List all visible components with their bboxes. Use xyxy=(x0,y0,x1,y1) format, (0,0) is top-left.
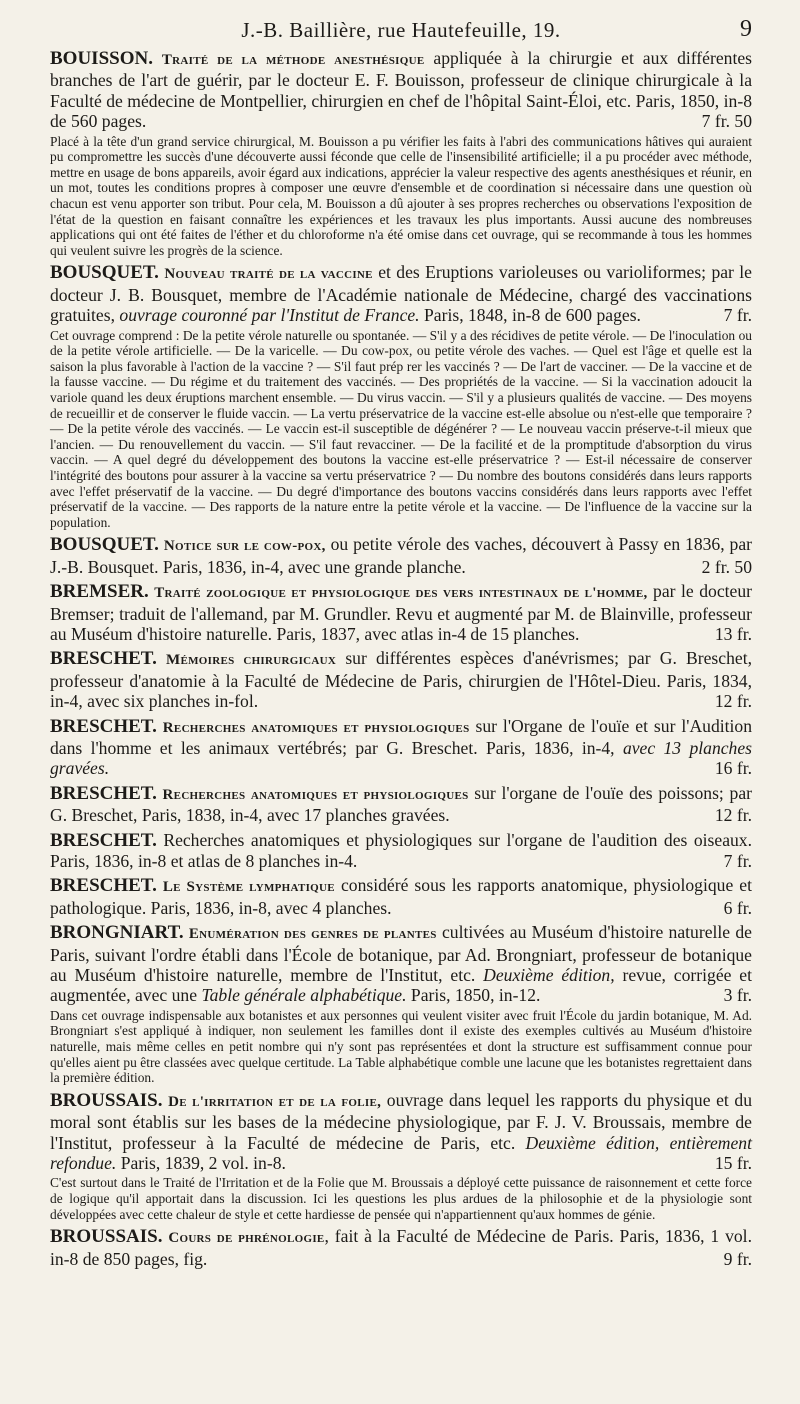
entry-note: Dans cet ouvrage indispensable aux botanistes et aux personnes qui veulent visiter avec fruit l'École du jardin botanique, M. Ad. Brongniart s'est appliqué à indiquer, non seulement les familles dont il existe des exemples cultivés au Muséum d'histoire naturelle, mais même celles en petit nombre qui n'y sont pas représentées et dont la structure est suffisamment connue pour qu'elles aient pu être classées avec quelque certitude. La Table alphabétique comble une lacune que les botanistes regrettaient dans la première édition. xyxy=(50,1007,752,1086)
entry-price: 9 fr. xyxy=(723,1248,752,1269)
entry-title: Traité de la méthode anesthésique xyxy=(161,52,425,68)
entry-price: 6 fr. xyxy=(723,897,752,918)
entry-main-text xyxy=(50,875,752,918)
entry-italic-table: Table générale alphabétique. xyxy=(201,985,407,1006)
entry-description: cultivées au Muséum d'histoire naturelle de Paris, suivant l'ordre établi dans l'École de botanique, par Ad. Brongniart, professeur de botanique au Muséum d'histoire naturelle, membre de l'Institut, etc. xyxy=(50,922,752,986)
catalog-entry xyxy=(50,262,752,530)
entry-price: 7 fr. xyxy=(723,305,752,326)
entry-price: 15 fr. xyxy=(714,1153,752,1174)
entry-title: Recherches anatomiques et physiologiques xyxy=(162,719,470,736)
entry-description: , fait à la Faculté de Médecine de Paris. Paris, 1836, 1 vol. in-8 de 850 pages, fig. xyxy=(50,1226,752,1269)
entry-description-end: Paris, 1850, in-12. xyxy=(410,985,541,1006)
entry-author: BROUSSAIS. xyxy=(50,1226,163,1248)
entry-author: BRESCHET. xyxy=(50,782,157,804)
entry-author: BOUISSON. xyxy=(50,48,153,69)
catalog-entry xyxy=(50,48,752,258)
entry-italic: Deuxième édition, xyxy=(483,965,615,986)
entry-author: BROUSSAIS. xyxy=(50,1089,163,1111)
catalog-entry xyxy=(50,581,752,644)
entry-note: Cet ouvrage comprend : De la petite vérole naturelle ou spontanée. — S'il y a des récidives de petite vérole. — De l'inoculation ou de la petite vérole artificielle. — De la varicelle. — Du cow-pox, ou petite vérole des vaches. — Quel est l'âge et quelle est la saison la plus favorable à l'action de la vaccine ? — S'il faut prép rer les vaccinés ? — De l'art de vacciner. — De la vaccine et de la fausse vaccine. — Du régime et du traitement des vaccinés. — Des propriétés de la vaccine. — Si la vaccination adoucit la variole quand les deux éruptions marchent ensemble. — Du virus vaccin. — S'il y a plusieurs qualités de vaccine. — Des moyens de recueillir et de conserver le fluide vaccin. — La vertu préservatrice de la vaccine est-elle absolue ou n'est-elle que temporaire ? — De la petite vérole des vaccinés. — Le vaccin est-il susceptible de dégénérer ? — Le nouveau vaccin préserve-t-il mieux que l'ancien. — Du renouvellement du vaccin. — S'il faut revacciner. — De la facilité et de la promptitude d'absorption du virus vaccin. — A quel degré du développement des boutons la vaccine est-elle préservatrice ? — Est-il nécessaire de conserver l'intégrité des boutons pour assurer à la vaccine sa vertu préservatrice ? — Du nombre des boutons considérés dans leurs rapports avec l'effet préservatif de la vaccine. — Du degré d'importance des boutons vaccins considérés dans leurs rapports avec l'effet préservatif de la vaccine. — Des rapports de la nature entre la petite vérole et la vaccine. — De l'influence de la vaccine sur la population. xyxy=(50,327,752,530)
catalog-entry xyxy=(50,1226,752,1269)
entry-title: Enumération des genres de plantes xyxy=(188,926,437,943)
entry-main-text xyxy=(50,581,752,644)
entry-note: Placé à la tête d'un grand service chirurgical, M. Bouisson a pu vérifier les faits à l'abri des communications hâtives qui auraient pu compromettre les succès d'une découverte aussi féconde que celle de l'insensibilité artificielle; il a pu procéder avec méthode, mettre en usage de bons appareils, avoir égard aux indications, apprécier la valeur respective des agents anesthésiques et réunir, en un mot, toutes les conditions propres à composer une œuvre d'ensemble et de coordination si nécessaire dans une question où chacun est venu apporter son tribut. Pour cela, M. Bouisson a dû ajouter à ses propres recherches ou observations l'exposition de l'état de la question en faisant connaître les expériences et les travaux les plus importants. Aussi aucune des nombreuses applications qui ont été faites de l'éther et du chloroforme n'a été omise dans cet ouvrage, qui se recommande à tous les hommes qui veulent suivre les progrès de la science. xyxy=(50,133,752,258)
entry-italic: avec 13 planches gravées. xyxy=(50,737,753,779)
entry-title: Le Système lymphatique xyxy=(162,879,335,896)
entry-description: et des Eruptions varioleuses ou varioliformes; par le docteur J. B. Bousquet, membre de l'Académie nationale de Médecine, chargé des vaccinations gratuites, xyxy=(50,262,752,326)
page-header xyxy=(50,14,752,48)
entry-description: sur l'Organe de l'ouïe et sur l'Audition dans l'homme et les animaux vertébrés; par G. Breschet. Paris, 1836, in-4, xyxy=(50,715,753,758)
entry-main-text xyxy=(50,922,752,1006)
entry-description: considéré sous les rapports anatomique, physiologique et pathologique. Paris, 1836, in-8, avec 4 planches. xyxy=(50,875,752,918)
entry-description-end: Paris, 1839, 2 vol. in-8. xyxy=(120,1153,286,1174)
entry-main-text xyxy=(50,262,752,325)
entry-description: appliquée à la chirurgie et aux différentes branches de l'art de guérir, par le docteur E. F. Bouisson, professeur de clinique chirurgicale à la Faculté de médecine de Montpellier, chirurgien en chef de l'hôpital Saint-Éloi, etc. Paris, 1850, in-8 de 560 pages. xyxy=(50,48,752,132)
entry-main-text xyxy=(50,534,752,577)
entry-author: BRESCHET. xyxy=(50,829,157,851)
entry-title: Traité zoologique et physiologique des vers intestinaux de l'homme, xyxy=(154,585,648,602)
running-head: J.-B. Baillière, rue Hautefeuille, 19. xyxy=(241,18,561,42)
entry-description: ouvrage dans lequel les rapports du physique et du moral sont établis sur les bases de la médecine physiologique, par F. J. V. Broussais, membre de l'Institut, professeur à la Faculté de médecine de Paris, etc. xyxy=(50,1089,752,1153)
entry-italic: Deuxième édition, entièrement refondue. xyxy=(50,1132,752,1174)
entry-price: 7 fr. xyxy=(723,851,752,871)
catalog-entry xyxy=(50,534,752,577)
entry-author: BRONGNIART. xyxy=(50,922,184,944)
entry-note: C'est surtout dans le Traité de l'Irritation et de la Folie que M. Broussais a déployé cette puissance de raisonnement et cette force de logique qu'il apportait dans la discussion. Ici les questions les plus ardues de la philosophie et de la physiologie sont développées avec cette chaleur de style et cette hardiesse de pensée qui n'appartiennent qu'aux hommes de génie. xyxy=(50,1175,752,1222)
entry-description-mid: revue, corrigée et augmentée, avec une xyxy=(50,965,752,1006)
catalog-entry xyxy=(50,922,752,1086)
entry-title: Recherches anatomiques et physiologiques xyxy=(162,786,469,803)
entry-author: BRESCHET. xyxy=(50,715,157,737)
entry-price: 7 fr. 50 xyxy=(701,111,752,132)
entry-title: Nouveau traité de la vaccine xyxy=(164,266,373,283)
entry-title: Mémoires chirurgicaux xyxy=(166,652,337,669)
catalog-entry xyxy=(50,783,752,826)
entry-italic: ouvrage couronné par l'Institut de France. xyxy=(119,305,420,326)
entry-description: Recherches anatomiques et physiologiques sur l'organe de l'audition des oiseaux. Paris, 1836, in-8 et atlas de 8 planches in-4. xyxy=(50,829,752,871)
catalog-entry xyxy=(50,830,752,872)
entry-main-text xyxy=(50,648,752,711)
entry-price: 3 fr. xyxy=(723,985,752,1006)
entry-main-text xyxy=(50,716,752,779)
catalog-entry xyxy=(50,875,752,918)
entry-main-text xyxy=(50,1090,752,1174)
entry-author: BOUSQUET. xyxy=(50,262,159,284)
catalog-entry xyxy=(50,648,752,711)
page-number: 9 xyxy=(740,16,752,42)
entry-description: sur différentes espèces d'anévrismes; par G. Breschet, professeur d'anatomie à la Faculté de Médecine de Paris, chirurgien de l'Hôtel-Dieu. Paris, 1834, in-4, avec six planches in-fol. xyxy=(50,648,752,712)
entry-price: 2 fr. 50 xyxy=(701,556,752,577)
catalog-entry xyxy=(50,716,752,779)
entry-author: BREMSER. xyxy=(50,581,149,603)
entry-description: par le docteur Bremser; traduit de l'allemand, par M. Grundler. Revu et augmenté par M. de Blainville, professeur au Muséum d'histoire naturelle. Paris, 1837, avec atlas in-4 de 15 planches. xyxy=(50,581,753,644)
entry-title: Cours de phrénologie xyxy=(168,1230,325,1247)
entry-price: 12 fr. xyxy=(714,691,752,712)
entry-price: 13 fr. xyxy=(714,623,752,644)
catalog-entry xyxy=(50,1090,752,1222)
entry-title: Notice sur le cow-pox, xyxy=(163,538,326,555)
entry-title: De l'irritation et de la folie, xyxy=(168,1093,382,1110)
entry-description: sur l'organe de l'ouïe des poissons; par G. Breschet, Paris, 1838, in-4, avec 17 planches gravées. xyxy=(50,782,752,826)
entry-main-text xyxy=(50,1226,752,1269)
entry-price: 12 fr. xyxy=(714,805,752,826)
entry-price: 16 fr. xyxy=(714,758,752,779)
entry-author: BRESCHET. xyxy=(50,648,157,670)
entry-main-text xyxy=(50,783,752,826)
entry-author: BRESCHET. xyxy=(50,875,157,897)
entry-description: ou petite vérole des vaches, découvert à Passy en 1836, par J.-B. Bousquet. Paris, 1836, in-4, avec une grande planche. xyxy=(50,534,753,577)
entry-description-end: Paris, 1848, in-8 de 600 pages. xyxy=(424,305,641,326)
entry-main-text xyxy=(50,830,752,872)
entry-author: BOUSQUET. xyxy=(50,534,159,556)
entry-main-text xyxy=(50,48,752,132)
